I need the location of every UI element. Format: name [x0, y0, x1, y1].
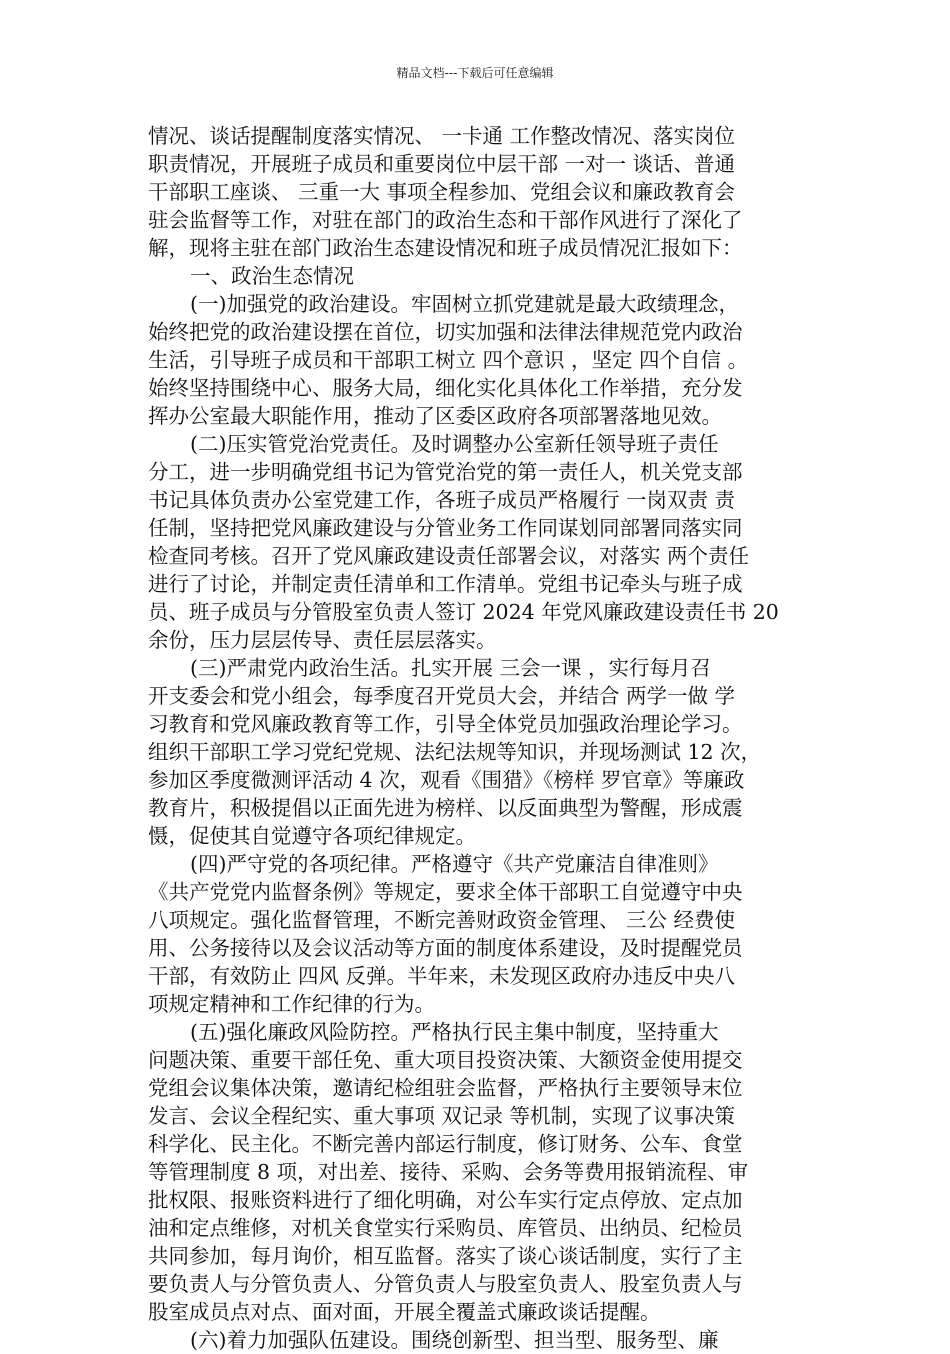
text-line: 用、公务接待以及会议活动等方面的制度体系建设，及时提醒党员: [148, 936, 743, 960]
text-line: 一、政治生态情况: [190, 264, 354, 288]
text-line: 检查同考核。召开了党风廉政建设责任部署会议，对落实 两个责任: [148, 544, 750, 568]
text-line: 批权限、报账资料进行了细化明确，对公车实行定点停放、定点加: [148, 1188, 743, 1212]
text-line: 余份，压力层层传导、责任层层落实。: [148, 628, 497, 652]
text-line: 生活，引导班子成员和干部职工树立 四个意识 ，坚定 四个自信 。: [148, 348, 749, 372]
text-line: (一)加强党的政治建设。牢固树立抓党建就是最大政绩理念，: [190, 292, 739, 316]
text-line: 发言、会议全程纪实、重大事项 双记录 等机制，实现了议事决策: [148, 1104, 736, 1128]
text-line: 共同参加，每月询价，相互监督。落实了谈心谈话制度，实行了主: [148, 1244, 743, 1268]
text-line: 书记具体负责办公室党建工作，各班子成员严格履行 一岗双责 责: [148, 488, 736, 512]
text-line: 要负责人与分管负责人、分管负责人与股室负责人、股室负责人与: [148, 1272, 743, 1296]
text-line: (四)严守党的各项纪律。严格遵守《共产党廉洁自律准则》: [190, 852, 719, 876]
text-line: 干部职工座谈、 三重一大 事项全程参加、党组会议和廉政教育会: [148, 180, 736, 204]
text-line: (五)强化廉政风险防控。严格执行民主集中制度，坚持重大: [190, 1020, 719, 1044]
text-line: 进行了讨论，并制定责任清单和工作清单。党组书记牵头与班子成: [148, 572, 743, 596]
text-line: (三)严肃党内政治生活。扎实开展 三会一课 ，实行每月召: [190, 656, 712, 680]
text-line: 开支委会和党小组会，每季度召开党员大会，并结合 两学一做 学: [148, 684, 736, 708]
text-line: 始终把党的政治建设摆在首位，切实加强和法律法律规范党内政治: [148, 320, 743, 344]
text-line: 始终坚持围绕中心、服务大局，细化实化具体化工作举措，充分发: [148, 376, 743, 400]
text-line: 问题决策、重要干部任免、重大项目投资决策、大额资金使用提交: [148, 1048, 743, 1072]
text-line: 党组会议集体决策，邀请纪检组驻会监督，严格执行主要领导末位: [148, 1076, 743, 1100]
text-line: 股室成员点对点、面对面，开展全覆盖式廉政谈话提醒。: [148, 1300, 661, 1324]
text-line: 干部，有效防止 四风 反弹。半年来，未发现区政府办违反中央八: [148, 964, 736, 988]
text-line: (二)压实管党治党责任。及时调整办公室新任领导班子责任: [190, 432, 719, 456]
text-line: 驻会监督等工作，对驻在部门的政治生态和干部作风进行了深化了: [148, 208, 743, 232]
text-line: 教育片，积极提倡以正面先进为榜样、以反面典型为警醒，形成震: [148, 796, 743, 820]
text-line: 油和定点维修，对机关食堂实行采购员、库管员、出纳员、纪检员: [148, 1216, 743, 1240]
text-line: 项规定精神和工作纪律的行为。: [148, 992, 435, 1016]
text-line: 挥办公室最大职能作用，推动了区委区政府各项部署落地见效。: [148, 404, 722, 428]
page-header: 精品文档---下载后可任意编辑: [396, 66, 554, 80]
text-line: 情况、谈话提醒制度落实情况、 一卡通 工作整改情况、落实岗位: [148, 124, 736, 148]
text-line: 职责情况，开展班子成员和重要岗位中层干部 一对一 谈话、普通: [148, 152, 736, 176]
document-body: [148, 122, 816, 1354]
text-line: 分工，进一步明确党组书记为管党治党的第一责任人，机关党支部: [148, 460, 743, 484]
text-line: (六)着力加强队伍建设。围绕创新型、担当型、服务型、廉: [190, 1328, 719, 1352]
text-line: 任制，坚持把党风廉政建设与分管业务工作同谋划同部署同落实同: [148, 516, 743, 540]
text-line: 慑，促使其自觉遵守各项纪律规定。: [148, 824, 476, 848]
text-line: 组织干部职工学习党纪党规、法纪法规等知识，并现场测试 12 次，: [148, 740, 762, 764]
text-line: 习教育和党风廉政教育等工作，引导全体党员加强政治理论学习。: [148, 712, 743, 736]
text-line: 员、班子成员与分管股室负责人签订 2024 年党风廉政建设责任书 20: [148, 600, 779, 624]
text-line: 参加区季度微测评活动 4 次，观看《围猎》《榜样 罗官章》等廉政: [148, 768, 745, 792]
text-line: 等管理制度 8 项，对出差、接待、采购、会务等费用报销流程、审: [148, 1160, 749, 1184]
text-line: 解，现将主驻在部门政治生态建设情况和班子成员情况汇报如下：: [148, 236, 743, 260]
text-line: 八项规定。强化监督管理，不断完善财政资金管理、 三公 经费使: [148, 908, 736, 932]
text-line: 《共产党党内监督条例》等规定，要求全体干部职工自觉遵守中央: [148, 880, 743, 904]
text-line: 科学化、民主化。不断完善内部运行制度，修订财务、公车、食堂: [148, 1132, 743, 1156]
